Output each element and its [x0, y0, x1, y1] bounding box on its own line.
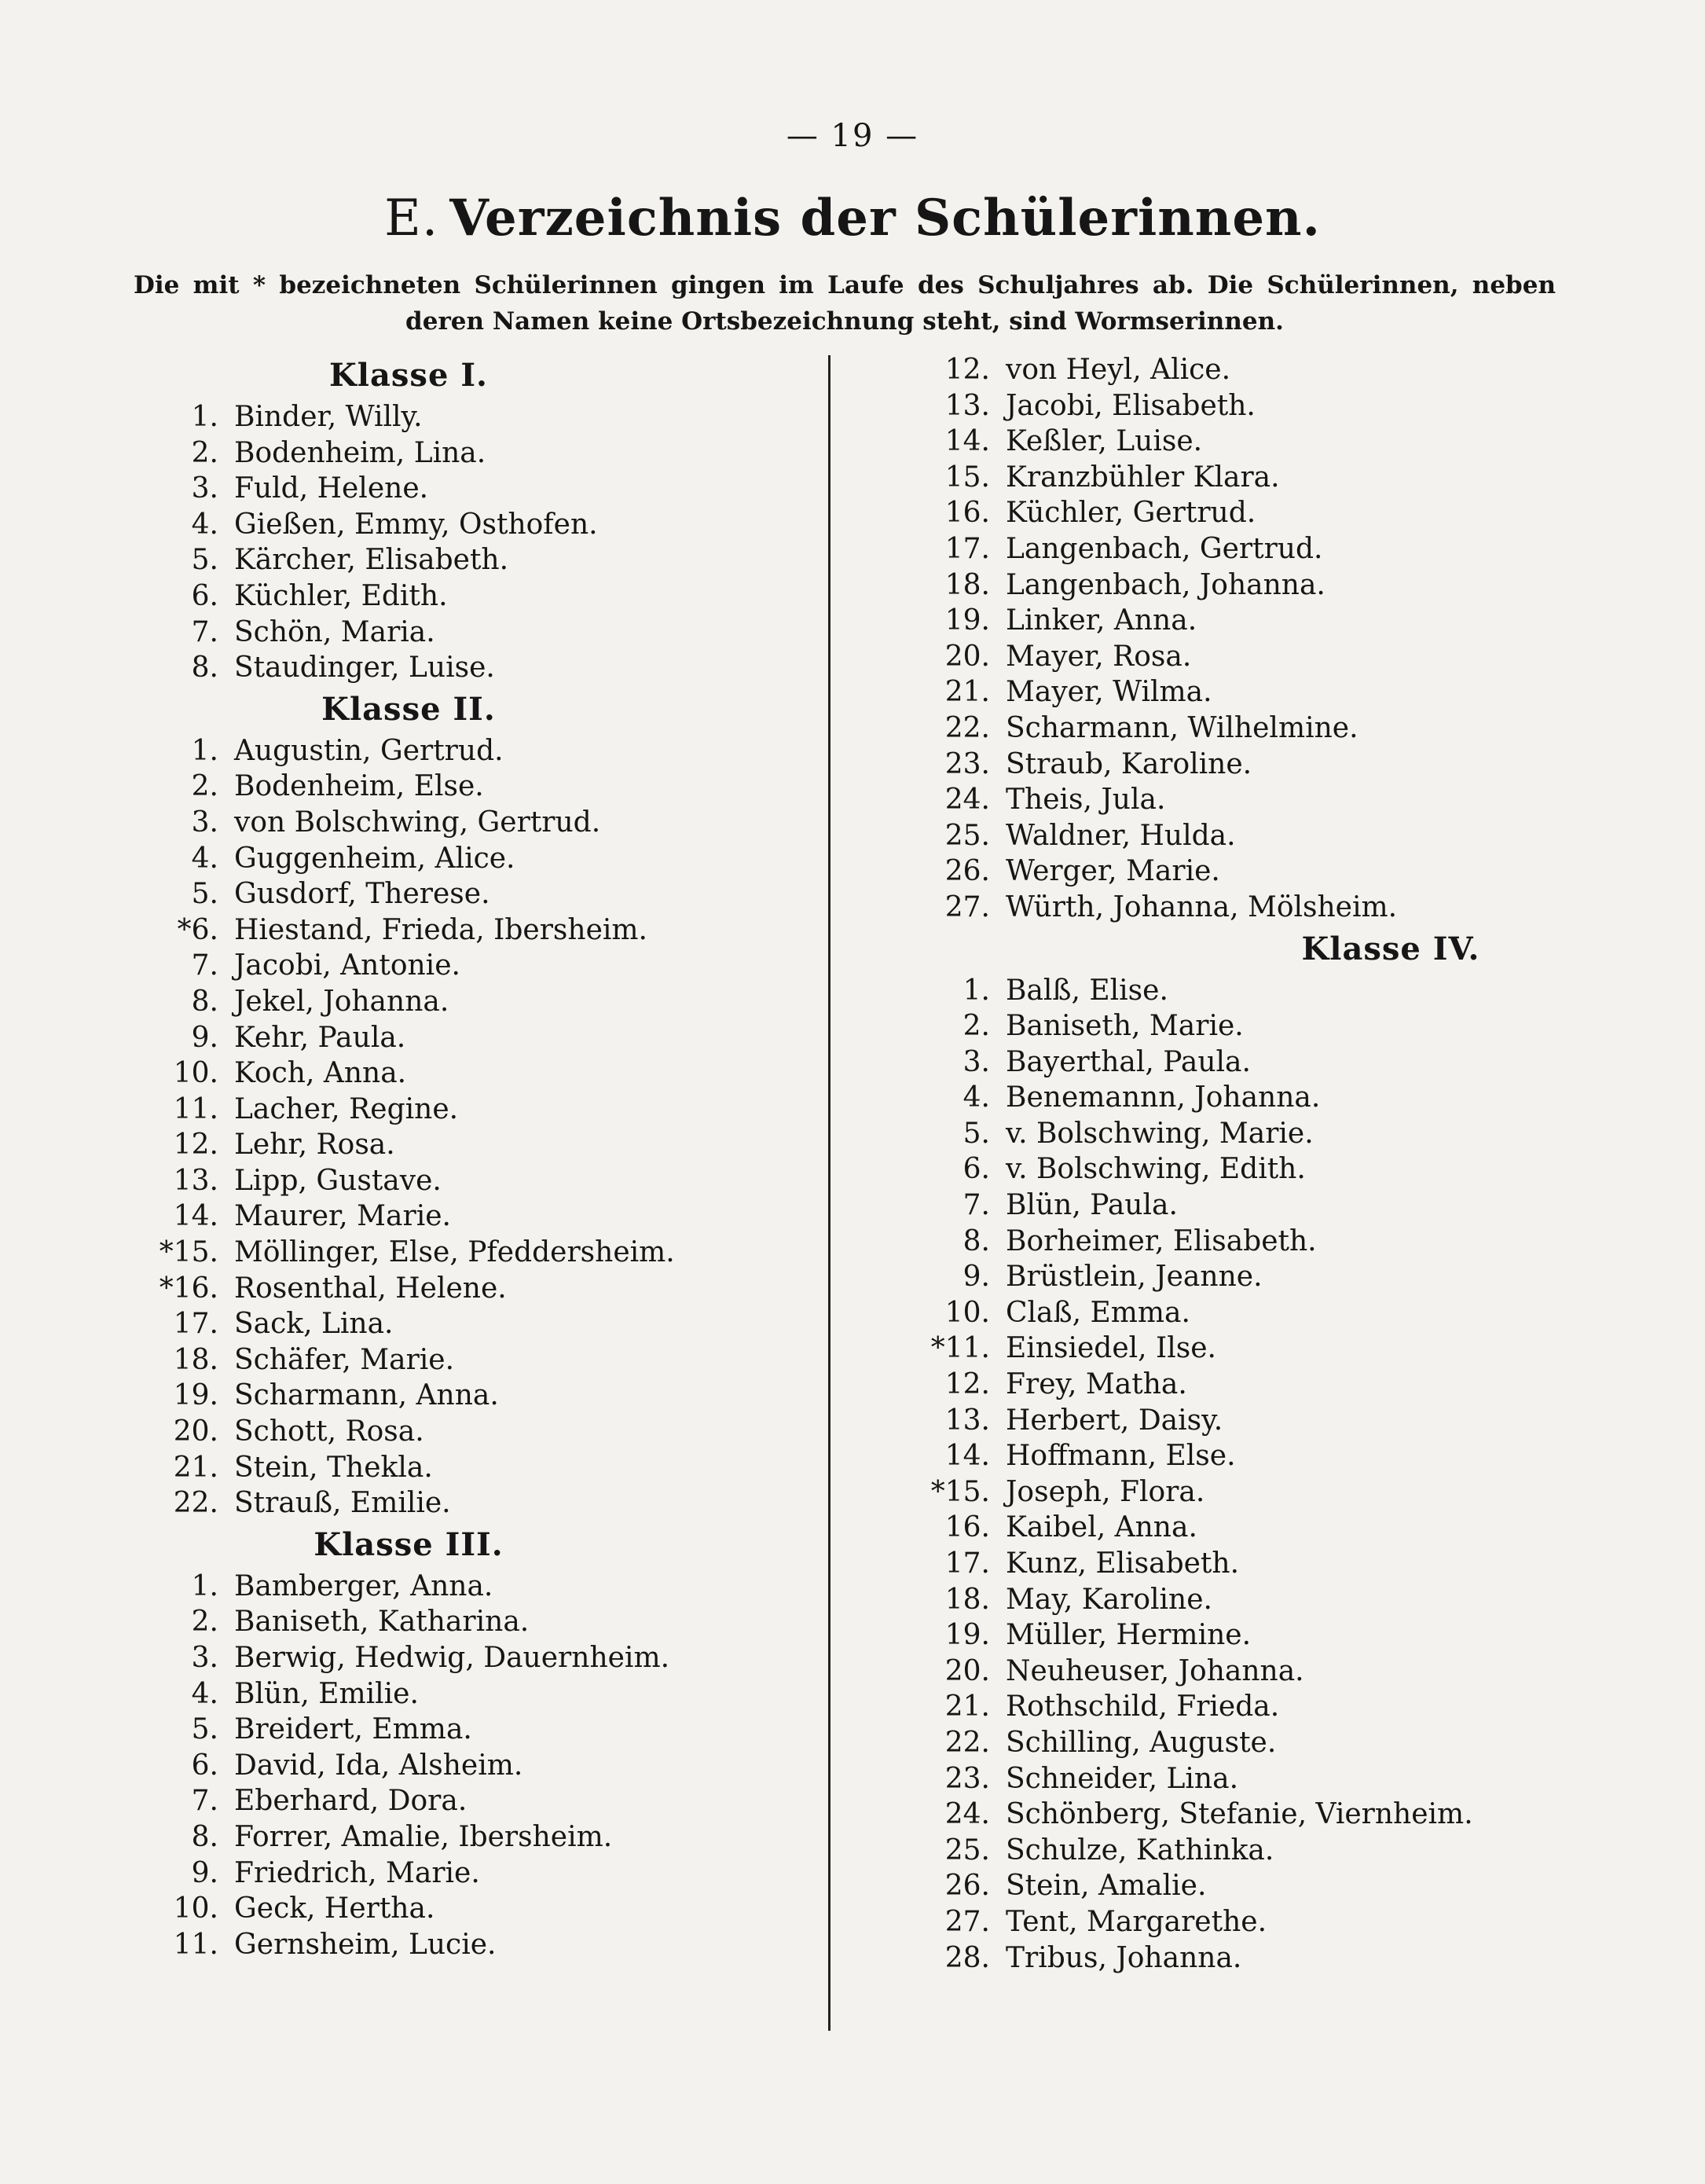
- student-name: Neuheuser, Johanna.: [1006, 1654, 1304, 1687]
- student-name: Jekel, Johanna.: [234, 985, 449, 1018]
- student-name: Bamberger, Anna.: [234, 1569, 493, 1602]
- list-item: [126, 984, 817, 1020]
- entry-number: 1.: [962, 974, 990, 1007]
- entry-number: 4.: [191, 1677, 218, 1710]
- entry-number: 22.: [944, 1726, 990, 1759]
- student-name: Staudinger, Luise.: [234, 652, 495, 685]
- list-item: [126, 1640, 817, 1676]
- entry-number: 23.: [944, 1762, 990, 1795]
- student-name: Frey, Matha.: [1006, 1368, 1187, 1401]
- list-item: [911, 639, 1619, 675]
- student-name: Jacobi, Antonie.: [234, 949, 460, 982]
- entry-number: 2.: [191, 436, 218, 469]
- list-item: [911, 1008, 1619, 1044]
- list-item: [911, 1546, 1619, 1582]
- list-item: [126, 1855, 817, 1892]
- entry-number: 8.: [191, 652, 218, 685]
- student-name: Kaibel, Anna.: [1006, 1511, 1197, 1544]
- list-item: [126, 1198, 817, 1235]
- list-item: [911, 1761, 1619, 1797]
- entry-number: 11.: [173, 1092, 218, 1125]
- klasse-3-list-left: [126, 1569, 817, 1963]
- entry-number: 20.: [944, 640, 990, 673]
- entry-number: 2.: [191, 770, 218, 803]
- entry-number: 14.: [944, 425, 990, 458]
- student-name: Lacher, Regine.: [234, 1092, 459, 1125]
- student-name: Möllinger, Else, Pfeddersheim.: [234, 1236, 675, 1269]
- page-title: [0, 189, 1705, 248]
- entry-number: 6.: [191, 1749, 218, 1782]
- list-item: [911, 782, 1619, 818]
- list-item: [911, 567, 1619, 604]
- list-item: [126, 1819, 817, 1855]
- list-item: [126, 1055, 817, 1092]
- student-name: Friedrich, Marie.: [234, 1856, 480, 1889]
- list-item: [911, 1617, 1619, 1654]
- entry-number: 10.: [173, 1057, 218, 1090]
- klasse-4-list: [911, 973, 1619, 1977]
- list-item: [126, 805, 817, 841]
- list-item: [911, 890, 1619, 926]
- entry-number: 25.: [944, 819, 990, 852]
- list-item: [126, 1378, 817, 1414]
- entry-number: 8.: [191, 985, 218, 1018]
- student-name: Benemannn, Johanna.: [1006, 1081, 1321, 1114]
- list-item: [911, 1868, 1619, 1904]
- list-item: [126, 1783, 817, 1819]
- list-item: [911, 1044, 1619, 1081]
- student-name: Schilling, Auguste.: [1006, 1726, 1277, 1759]
- student-name: Tribus, Johanna.: [1006, 1941, 1242, 1974]
- entry-number: 4.: [962, 1081, 990, 1114]
- list-item: [126, 1891, 817, 1927]
- student-name: Schäfer, Marie.: [234, 1343, 455, 1376]
- list-item: [911, 1259, 1619, 1295]
- entry-number: 6.: [962, 1153, 990, 1186]
- student-name: Theis, Jula.: [1006, 784, 1166, 817]
- entry-number: *15.: [930, 1475, 990, 1508]
- list-item: [126, 1271, 817, 1307]
- entry-number: *15.: [159, 1236, 218, 1269]
- student-name: Bayerthal, Paula.: [1006, 1045, 1251, 1078]
- student-name: Würth, Johanna, Mölsheim.: [1006, 890, 1398, 923]
- student-name: Einsiedel, Ilse.: [1006, 1332, 1216, 1365]
- entry-number: 5.: [191, 1713, 218, 1746]
- student-name: Geck, Hertha.: [234, 1892, 435, 1925]
- list-item: [126, 650, 817, 686]
- list-item: [911, 531, 1619, 567]
- list-item: [911, 853, 1619, 890]
- entry-number: 4.: [191, 508, 218, 541]
- entry-number: 20.: [173, 1415, 218, 1448]
- student-name: Mayer, Wilma.: [1006, 676, 1212, 709]
- student-name: Breidert, Emma.: [234, 1713, 472, 1746]
- list-item: [126, 733, 817, 769]
- entry-number: 15.: [944, 461, 990, 494]
- student-name: Scharmann, Anna.: [234, 1379, 499, 1412]
- entry-number: 9.: [191, 1856, 218, 1889]
- entry-number: 14.: [944, 1440, 990, 1473]
- entry-number: 12.: [944, 354, 990, 386]
- entry-number: 18.: [944, 568, 990, 601]
- list-item: [911, 424, 1619, 460]
- list-item: [911, 710, 1619, 747]
- list-item: [911, 747, 1619, 783]
- list-item: [911, 1403, 1619, 1439]
- klasse-1-list: [126, 399, 817, 686]
- student-name: Schön, Maria.: [234, 615, 435, 648]
- entry-number: 17.: [944, 1547, 990, 1580]
- student-name: Blün, Emilie.: [234, 1677, 419, 1710]
- list-item: [911, 1224, 1619, 1260]
- list-item: [911, 1510, 1619, 1546]
- title-text: Verzeichnis der Schülerinnen.: [449, 189, 1321, 248]
- student-name: Baniseth, Marie.: [1006, 1010, 1244, 1043]
- student-name: Jacobi, Elisabeth.: [1006, 389, 1256, 422]
- student-name: Hiestand, Frieda, Ibersheim.: [234, 913, 647, 946]
- list-item: [911, 1725, 1619, 1761]
- list-item: [911, 1689, 1619, 1725]
- list-item: [126, 1569, 817, 1605]
- entry-number: 1.: [191, 401, 218, 433]
- intro-paragraph: Die mit * bezeichneten Schülerinnen gingen im Laufe des Schuljahres ab. Die Schülerinnen, neben deren Namen keine Ortsbezeichnung steht, sind Wormserinnen.: [134, 271, 1556, 336]
- list-item: [911, 1582, 1619, 1618]
- list-item: [911, 1187, 1619, 1224]
- list-item: [126, 912, 817, 949]
- student-name: Straub, Karoline.: [1006, 747, 1252, 780]
- list-item: [911, 352, 1619, 388]
- entry-number: 28.: [944, 1941, 990, 1974]
- list-item: [911, 1116, 1619, 1152]
- list-item: [911, 1654, 1619, 1690]
- entry-number: 4.: [191, 842, 218, 875]
- entry-number: 26.: [944, 855, 990, 888]
- list-item: [126, 435, 817, 472]
- list-item: [911, 1367, 1619, 1403]
- list-item: [126, 1342, 817, 1378]
- list-item: [911, 1080, 1619, 1116]
- entry-number: 17.: [944, 532, 990, 565]
- student-name: Küchler, Gertrud.: [1006, 497, 1256, 530]
- entry-number: 25.: [944, 1833, 990, 1866]
- entry-number: *6.: [177, 913, 218, 946]
- student-name: Sack, Lina.: [234, 1308, 394, 1341]
- entry-number: 2.: [191, 1606, 218, 1639]
- student-name: Gießen, Emmy, Osthofen.: [234, 508, 598, 541]
- student-name: Tent, Margarethe.: [1006, 1905, 1267, 1938]
- left-column: [126, 352, 817, 1962]
- entry-number: 8.: [962, 1224, 990, 1257]
- entry-number: 5.: [191, 544, 218, 577]
- list-item: [126, 1712, 817, 1748]
- student-name: David, Ida, Alsheim.: [234, 1749, 523, 1782]
- list-item: [126, 1748, 817, 1784]
- list-item: [911, 1940, 1619, 1977]
- student-name: Bodenheim, Else.: [234, 770, 484, 803]
- student-name: von Heyl, Alice.: [1006, 354, 1231, 386]
- student-name: Hoffmann, Else.: [1006, 1440, 1236, 1473]
- entry-number: 14.: [173, 1200, 218, 1233]
- student-name: Rothschild, Frieda.: [1006, 1690, 1280, 1723]
- entry-number: 19.: [944, 604, 990, 637]
- student-name: Maurer, Marie.: [234, 1200, 451, 1233]
- klasse-3-heading: Klasse III.: [314, 1525, 504, 1563]
- entry-number: 16.: [944, 1511, 990, 1544]
- student-name: Gusdorf, Therese.: [234, 878, 490, 911]
- entry-number: 27.: [944, 890, 990, 923]
- entry-number: 12.: [173, 1129, 218, 1162]
- entry-number: 22.: [944, 711, 990, 744]
- list-item: [126, 1414, 817, 1450]
- entry-number: 9.: [962, 1261, 990, 1294]
- entry-number: 24.: [944, 1798, 990, 1831]
- student-name: May, Karoline.: [1006, 1583, 1212, 1616]
- list-item: [126, 1020, 817, 1056]
- entry-number: 23.: [944, 747, 990, 780]
- list-item: [126, 507, 817, 543]
- student-name: Gernsheim, Lucie.: [234, 1928, 497, 1961]
- page-number: — 19 —: [786, 118, 919, 154]
- student-name: von Bolschwing, Gertrud.: [234, 806, 601, 839]
- student-name: Guggenheim, Alice.: [234, 842, 515, 875]
- student-name: Schneider, Lina.: [1006, 1762, 1239, 1795]
- student-name: Müller, Hermine.: [1006, 1619, 1252, 1652]
- list-item: [126, 1927, 817, 1963]
- entry-number: 19.: [944, 1619, 990, 1652]
- klasse-3-list-right: [911, 352, 1619, 926]
- entry-number: 7.: [962, 1189, 990, 1222]
- student-name: Schönberg, Stefanie, Viernheim.: [1006, 1798, 1473, 1831]
- entry-number: 7.: [191, 1785, 218, 1818]
- student-name: Keßler, Luise.: [1006, 425, 1203, 458]
- student-name: Balß, Elise.: [1006, 974, 1168, 1007]
- entry-number: 2.: [962, 1010, 990, 1043]
- student-name: Claß, Emma.: [1006, 1296, 1190, 1329]
- list-item: [911, 495, 1619, 531]
- list-item: [911, 1474, 1619, 1510]
- list-item: [126, 399, 817, 435]
- entry-number: 21.: [944, 1690, 990, 1723]
- entry-number: 24.: [944, 784, 990, 817]
- list-item: [126, 1235, 817, 1271]
- list-item: [911, 1833, 1619, 1869]
- list-item: [911, 1438, 1619, 1474]
- student-name: Berwig, Hedwig, Dauernheim.: [234, 1642, 670, 1674]
- student-name: Augustin, Gertrud.: [234, 734, 504, 767]
- entry-number: 16.: [944, 497, 990, 530]
- student-name: Koch, Anna.: [234, 1057, 407, 1090]
- student-name: Strauß, Emilie.: [234, 1487, 451, 1520]
- student-name: Schott, Rosa.: [234, 1415, 424, 1448]
- entry-number: 10.: [173, 1892, 218, 1925]
- student-name: v. Bolschwing, Marie.: [1006, 1117, 1314, 1150]
- student-name: Scharmann, Wilhelmine.: [1006, 711, 1358, 744]
- entry-number: 8.: [191, 1820, 218, 1853]
- entry-number: 3.: [191, 472, 218, 505]
- entry-number: 3.: [191, 1642, 218, 1674]
- entry-number: *11.: [930, 1332, 990, 1365]
- student-name: Stein, Amalie.: [1006, 1870, 1207, 1903]
- student-name: v. Bolschwing, Edith.: [1006, 1153, 1306, 1186]
- student-name: Eberhard, Dora.: [234, 1785, 468, 1818]
- list-item: [126, 1604, 817, 1640]
- list-item: [126, 876, 817, 912]
- student-name: Waldner, Hulda.: [1006, 819, 1236, 852]
- list-item: [126, 578, 817, 615]
- entry-number: 3.: [962, 1045, 990, 1078]
- entry-number: 7.: [191, 949, 218, 982]
- entry-number: 18.: [173, 1343, 218, 1376]
- entry-number: 26.: [944, 1870, 990, 1903]
- student-name: Borheimer, Elisabeth.: [1006, 1224, 1317, 1257]
- klasse-2-heading: Klasse II.: [321, 690, 496, 728]
- list-item: [126, 1676, 817, 1712]
- list-item: [126, 1485, 817, 1521]
- list-item: [911, 1797, 1619, 1833]
- entry-number: 19.: [173, 1379, 218, 1412]
- list-item: [911, 1904, 1619, 1940]
- entry-number: 1.: [191, 734, 218, 767]
- list-item: [126, 841, 817, 877]
- entry-number: 3.: [191, 806, 218, 839]
- klasse-2-list: [126, 733, 817, 1521]
- student-name: Werger, Marie.: [1006, 855, 1220, 888]
- list-item: [911, 1295, 1619, 1331]
- entry-number: *16.: [159, 1272, 218, 1305]
- student-name: Kehr, Paula.: [234, 1021, 406, 1054]
- list-item: [911, 674, 1619, 710]
- title-prefix: E.: [384, 189, 439, 248]
- student-name: Binder, Willy.: [234, 401, 423, 433]
- entry-number: 22.: [173, 1487, 218, 1520]
- klasse-1-heading: Klasse I.: [329, 357, 488, 394]
- list-item: [911, 388, 1619, 424]
- list-item: [126, 1127, 817, 1163]
- list-item: [126, 1450, 817, 1486]
- entry-number: 27.: [944, 1905, 990, 1938]
- entry-number: 17.: [173, 1308, 218, 1341]
- entry-number: 13.: [173, 1164, 218, 1197]
- student-name: Kranzbühler Klara.: [1006, 461, 1280, 494]
- list-item: [911, 460, 1619, 496]
- list-item: [126, 542, 817, 578]
- student-name: Bodenheim, Lina.: [234, 436, 486, 469]
- student-name: Rosenthal, Helene.: [234, 1272, 507, 1305]
- entry-number: 5.: [962, 1117, 990, 1150]
- student-name: Langenbach, Johanna.: [1006, 568, 1326, 601]
- student-name: Stein, Thekla.: [234, 1451, 433, 1484]
- list-item: [126, 948, 817, 984]
- list-item: [126, 1163, 817, 1199]
- student-name: Kunz, Elisabeth.: [1006, 1547, 1240, 1580]
- entry-number: 6.: [191, 579, 218, 612]
- entry-number: 7.: [191, 615, 218, 648]
- list-item: [126, 615, 817, 651]
- list-item: [126, 769, 817, 805]
- entry-number: 13.: [944, 1404, 990, 1437]
- entry-number: 21.: [173, 1451, 218, 1484]
- entry-number: 10.: [944, 1296, 990, 1329]
- student-name: Lehr, Rosa.: [234, 1129, 395, 1162]
- entry-number: 5.: [191, 878, 218, 911]
- student-name: Lipp, Gustave.: [234, 1164, 442, 1197]
- list-item: [911, 973, 1619, 1009]
- entry-number: 18.: [944, 1583, 990, 1616]
- entry-number: 20.: [944, 1654, 990, 1687]
- student-name: Fuld, Helene.: [234, 472, 429, 505]
- entry-number: 12.: [944, 1368, 990, 1401]
- list-item: [911, 603, 1619, 639]
- right-column: [911, 352, 1619, 1976]
- list-item: [126, 471, 817, 507]
- student-name: Schulze, Kathinka.: [1006, 1833, 1274, 1866]
- column-divider: [828, 355, 830, 2031]
- entry-number: 11.: [173, 1928, 218, 1961]
- entry-number: 1.: [191, 1569, 218, 1602]
- student-name: Herbert, Daisy.: [1006, 1404, 1223, 1437]
- list-item: [911, 818, 1619, 854]
- entry-number: 21.: [944, 676, 990, 709]
- list-item: [911, 1331, 1619, 1367]
- student-name: Langenbach, Gertrud.: [1006, 532, 1323, 565]
- student-name: Blün, Paula.: [1006, 1189, 1178, 1222]
- student-name: Baniseth, Katharina.: [234, 1606, 530, 1639]
- entry-number: 9.: [191, 1021, 218, 1054]
- student-name: Brüstlein, Jeanne.: [1006, 1261, 1263, 1294]
- entry-number: 13.: [944, 389, 990, 422]
- klasse-4-heading: Klasse IV.: [1301, 930, 1480, 967]
- student-name: Forrer, Amalie, Ibersheim.: [234, 1820, 613, 1853]
- student-name: Mayer, Rosa.: [1006, 640, 1192, 673]
- list-item: [911, 1151, 1619, 1187]
- list-item: [126, 1306, 817, 1342]
- student-name: Joseph, Flora.: [1006, 1475, 1205, 1508]
- student-name: Kärcher, Elisabeth.: [234, 544, 509, 577]
- student-name: Linker, Anna.: [1006, 604, 1197, 637]
- student-name: Küchler, Edith.: [234, 579, 448, 612]
- list-item: [126, 1092, 817, 1128]
